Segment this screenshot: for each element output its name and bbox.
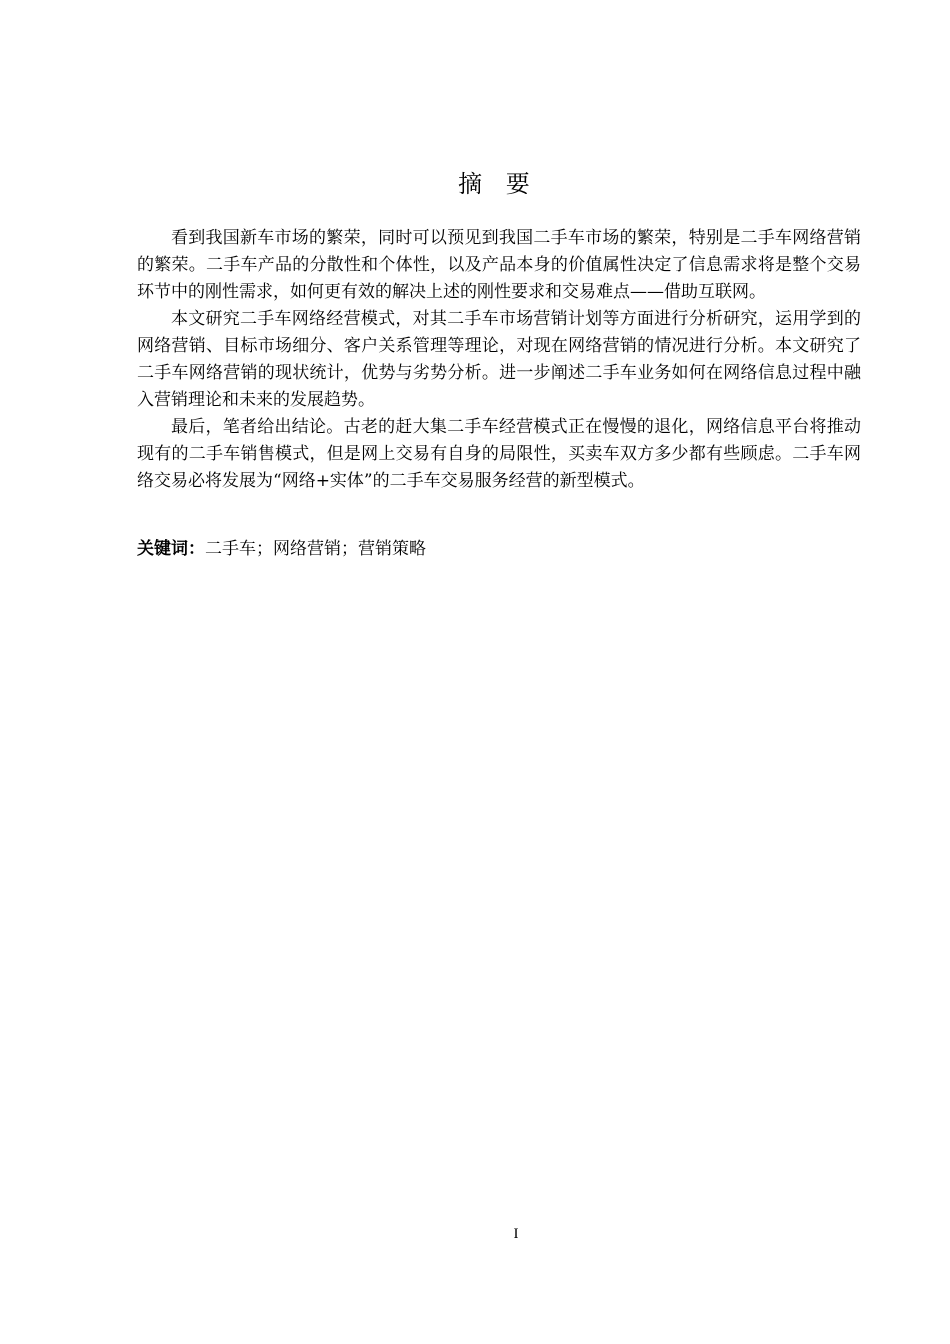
abstract-body: [137, 225, 861, 495]
abstract-paragraph: 本文研究二手车网络经营模式，对其二手车市场营销计划等方面进行分析研究，运用学到的网络营销、目标市场细分、客户关系管理等理论，对现在网络营销的情况进行分析。本文研究了二手车网络营销的现状统计，优势与劣势分析。进一步阐述二手车业务如何在网络信息过程中融入营销理论和未来的发展趋势。: [137, 309, 861, 410]
page-number: I: [513, 1226, 519, 1242]
keywords-value: 二手车；网络营销；营销策略: [205, 539, 426, 559]
keywords-line: [137, 536, 861, 563]
abstract-paragraph: 最后，笔者给出结论。古老的赶大集二手车经营模式正在慢慢的退化，网络信息平台将推动现有的二手车销售模式，但是网上交易有自身的局限性，买卖车双方多少都有些顾虑。二手车网络交易必将发展为“网络+实体”的二手车交易服务经营的新型模式。: [137, 417, 861, 491]
abstract-paragraph: 看到我国新车市场的繁荣，同时可以预见到我国二手车市场的繁荣，特别是二手车网络营销的繁荣。二手车产品的分散性和个体性，以及产品本身的价值属性决定了信息需求将是整个交易环节中的刚性需求，如何更有效的解决上述的刚性要求和交易难点——借助互联网。: [137, 228, 861, 302]
page-title: 摘 要: [458, 170, 538, 198]
keywords-label: 关键词：: [137, 539, 205, 559]
